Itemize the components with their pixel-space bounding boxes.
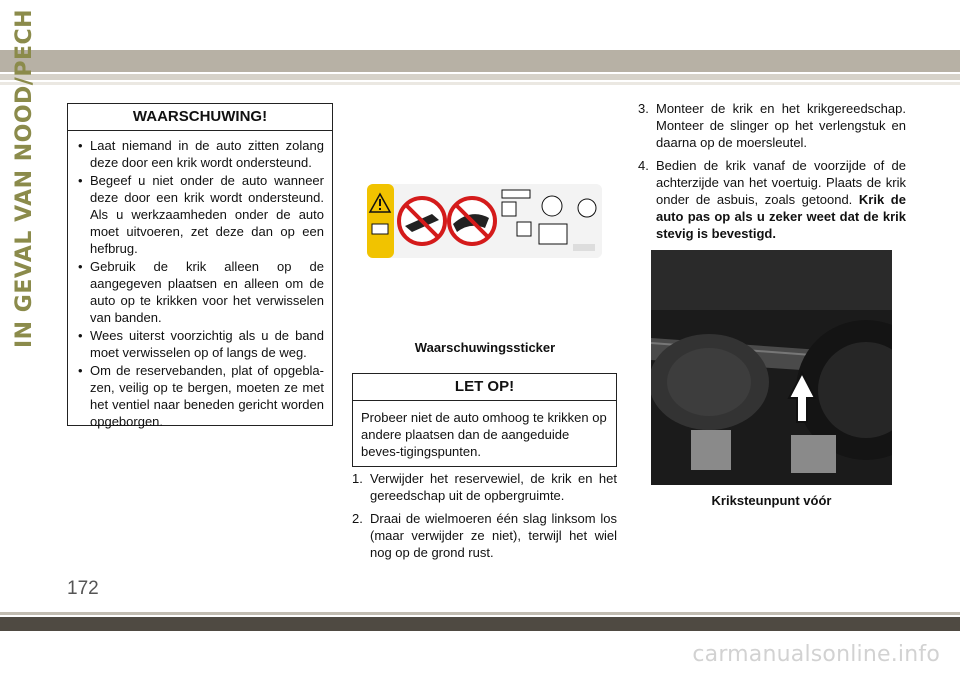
footer-band-dark <box>0 617 960 631</box>
header-band-secondary <box>0 74 960 80</box>
header-band <box>0 50 960 72</box>
warning-item: • Om de reservebanden, plat of opgebla-zen, veilig op te bergen, moeten ze met het ventiel naar beneden gericht worden opgeborgen. <box>76 362 324 430</box>
step-item <box>352 510 617 561</box>
step-text: Verwijder het reservewiel, de krik en het gereedschap uit de opbergruimte. <box>370 471 617 503</box>
caution-box <box>352 373 617 467</box>
step-text <box>656 157 906 242</box>
footer-band-light <box>0 612 960 615</box>
warning-item: • Begeef u niet onder de auto wanneer deze door een krik wordt ondersteund. Als u werkzaamheden onder de auto moet uitvoeren, zet deze dan op een hefbrug. <box>76 172 324 257</box>
footer-watermark: carmanualsonline.info <box>692 642 940 667</box>
step-number: 2. <box>352 511 363 526</box>
warning-list <box>76 137 324 430</box>
wheel-icon <box>542 196 562 216</box>
warning-title: WAARSCHUWING! <box>68 104 332 131</box>
step-text-bold: Krik de auto pas op als u zeker weet dat de krik stevig is bevestigd. <box>656 192 906 241</box>
page-top-margin <box>0 0 960 47</box>
steps-column-right <box>638 100 906 248</box>
step-item <box>638 100 906 151</box>
warning-item: • Laat niemand in de auto zitten zolang deze door een krik wordt ondersteund. <box>76 137 324 171</box>
jack-point-photo <box>651 250 892 485</box>
step-item <box>352 470 617 504</box>
warning-item: • Gebruik de krik alleen op de aangegeven plaatsen en alleen om de auto op te krikken voor het verwisselen van banden. <box>76 258 324 326</box>
page-number: 172 <box>67 578 99 599</box>
warning-sticker-image <box>367 184 602 258</box>
caution-title: LET OP! <box>353 374 616 401</box>
steps-column-middle <box>352 470 617 567</box>
section-side-title: IN GEVAL VAN NOOD/PECH <box>12 8 37 348</box>
step-text: Monteer de krik en het krikgereedschap. Monteer de slinger op het verlengstuk en daarna op de moersleutel. <box>656 101 906 150</box>
step-number: 1. <box>352 471 363 486</box>
photo-caption: Kriksteunpunt vóór <box>711 493 832 508</box>
header-band-tertiary <box>0 82 960 85</box>
step-number: 3. <box>638 101 649 116</box>
manual-book-icon <box>372 224 388 234</box>
park-icon <box>502 202 516 216</box>
jack-point-photo-graphic <box>651 250 892 485</box>
warning-item: • Wees uiterst voorzichtig als u de band moet verwisselen op of langs de weg. <box>76 327 324 361</box>
step-item <box>638 157 906 242</box>
step-text-regular: Bedien de krik vanaf de voorzijde of de achterzijde van het voertuig. Plaats de krik onder de asbuis, zoals getoond. <box>656 158 906 207</box>
caution-text: Probeer niet de auto omhoog te krikken op andere plaatsen dan de aangeduide beves-tigingspunten. <box>361 410 607 459</box>
warning-sticker-graphic <box>367 184 602 258</box>
step-text: Draai de wielmoeren één slag linksom los (maar verwijder ze niet), terwijl het wiel nog op de grond rust. <box>370 511 617 560</box>
sticker-caption: Waarschuwingssticker <box>414 340 556 355</box>
step-number: 4. <box>638 158 649 173</box>
warning-box <box>67 103 333 429</box>
